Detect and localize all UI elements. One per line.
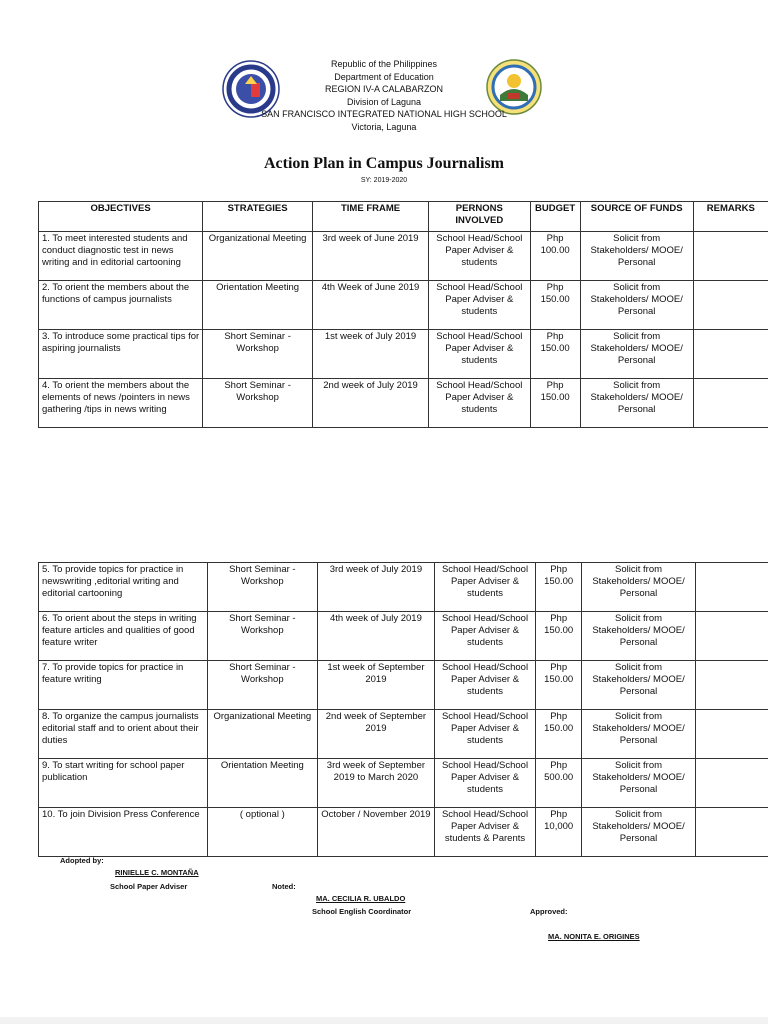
time-frame-cell: 2nd week of September 2019 xyxy=(317,710,434,759)
funds-cell: Solicit from Stakeholders/ MOOE/ Personal xyxy=(582,710,696,759)
funds-cell: Solicit from Stakeholders/ MOOE/ Personal xyxy=(582,612,696,661)
table-row xyxy=(39,281,768,330)
objective-cell: 4. To orient the members about the elements of news /pointers in news gathering /tips in news writing xyxy=(39,379,203,428)
persons-cell: School Head/School Paper Adviser & students & Parents xyxy=(434,808,535,857)
persons-cell: School Head/School Paper Adviser & students xyxy=(434,759,535,808)
viewer-bottom-bar xyxy=(0,1017,768,1024)
remarks-cell xyxy=(693,281,768,330)
col-remarks: REMARKS xyxy=(693,202,768,232)
strategy-cell: Organizational Meeting xyxy=(207,710,317,759)
budget-cell: Php 150.00 xyxy=(536,612,582,661)
col-objectives: OBJECTIVES xyxy=(39,202,203,232)
strategy-cell: Orientation Meeting xyxy=(203,281,313,330)
table-row xyxy=(39,759,768,808)
header-department: Department of Education xyxy=(334,71,434,82)
strategy-cell: Orientation Meeting xyxy=(207,759,317,808)
persons-cell: School Head/School Paper Adviser & students xyxy=(429,281,530,330)
objective-cell: 5. To provide topics for practice in newswriting ,editorial writing and editorial cartooning xyxy=(39,563,208,612)
objective-cell: 2. To orient the members about the functions of campus journalists xyxy=(39,281,203,330)
time-frame-cell: 4th week of July 2019 xyxy=(317,612,434,661)
coordinator-title: School English Coordinator xyxy=(312,907,412,916)
budget-cell: Php 10,000 xyxy=(536,808,582,857)
table-row xyxy=(39,330,768,379)
persons-cell: School Head/School Paper Adviser & students xyxy=(434,563,535,612)
objective-cell: 6. To orient about the steps in writing feature articles and qualities of good feature writer xyxy=(39,612,208,661)
table-row xyxy=(39,379,768,428)
header-division: Division of Laguna xyxy=(346,96,422,107)
remarks-cell xyxy=(693,330,768,379)
funds-cell: Solicit from Stakeholders/ MOOE/ Personal xyxy=(582,759,696,808)
persons-cell: School Head/School Paper Adviser & students xyxy=(429,330,530,379)
adviser-title: School Paper Adviser xyxy=(110,882,188,891)
col-strategies: STRATEGIES xyxy=(203,202,313,232)
persons-cell: School Head/School Paper Adviser & students xyxy=(434,661,535,710)
objective-cell: 9. To start writing for school paper publication xyxy=(39,759,208,808)
strategy-cell: Short Seminar - Workshop xyxy=(203,330,313,379)
remarks-cell xyxy=(695,563,768,612)
time-frame-cell: 3rd week of June 2019 xyxy=(313,232,429,281)
coordinator-name: MA. CECILIA R. UBALDO xyxy=(316,894,406,903)
objective-cell: 1. To meet interested students and conduct diagnostic test in news writing and in editorial cartooning xyxy=(39,232,203,281)
remarks-cell xyxy=(695,710,768,759)
remarks-cell xyxy=(695,759,768,808)
adopted-by-label: Adopted by: xyxy=(60,856,104,865)
time-frame-cell: 3rd week of July 2019 xyxy=(317,563,434,612)
remarks-cell xyxy=(695,661,768,710)
budget-cell: Php 150.00 xyxy=(536,661,582,710)
col-source-of-funds: SOURCE OF FUNDS xyxy=(580,202,693,232)
header-country: Republic of the Philippines xyxy=(330,59,438,69)
table-row xyxy=(39,661,768,710)
persons-cell: School Head/School Paper Adviser & students xyxy=(434,612,535,661)
objective-cell: 3. To introduce some practical tips for aspiring journalists xyxy=(39,330,203,379)
remarks-cell xyxy=(693,232,768,281)
noted-label: Noted: xyxy=(272,882,296,891)
funds-cell: Solicit from Stakeholders/ MOOE/ Personal xyxy=(582,808,696,857)
budget-cell: Php 500.00 xyxy=(536,759,582,808)
time-frame-cell: 2nd week of July 2019 xyxy=(313,379,429,428)
strategy-cell: Organizational Meeting xyxy=(203,232,313,281)
remarks-cell xyxy=(695,808,768,857)
funds-cell: Solicit from Stakeholders/ MOOE/ Personal xyxy=(582,661,696,710)
budget-cell: Php 150.00 xyxy=(536,563,582,612)
time-frame-cell: 4th Week of June 2019 xyxy=(313,281,429,330)
strategy-cell: Short Seminar - Workshop xyxy=(207,661,317,710)
col-budget: BUDGET xyxy=(530,202,580,232)
approved-label: Approved: xyxy=(530,907,568,916)
budget-cell: Php 100.00 xyxy=(530,232,580,281)
strategy-cell: ( optional ) xyxy=(207,808,317,857)
objective-cell: 10. To join Division Press Conference xyxy=(39,808,208,857)
approver-name: MA. NONITA E. ORIGINES xyxy=(548,932,640,941)
header-school: SAN FRANCISCO INTEGRATED NATIONAL HIGH SCHOOL xyxy=(261,109,507,119)
budget-cell: Php 150.00 xyxy=(530,281,580,330)
strategy-cell: Short Seminar - Workshop xyxy=(207,612,317,661)
time-frame-cell: 1st week of September 2019 xyxy=(317,661,434,710)
persons-cell: School Head/School Paper Adviser & students xyxy=(434,710,535,759)
time-frame-cell: October / November 2019 xyxy=(317,808,434,857)
action-plan-table-2 xyxy=(38,562,768,857)
table-row xyxy=(39,563,768,612)
table-row xyxy=(39,808,768,857)
document-title: Action Plan in Campus Journalism xyxy=(263,155,505,172)
remarks-cell xyxy=(693,379,768,428)
budget-cell: Php 150.00 xyxy=(530,379,580,428)
funds-cell: Solicit from Stakeholders/ MOOE/ Personal xyxy=(580,281,693,330)
table-header-row xyxy=(39,202,768,232)
school-year: SY: 2019-2020 xyxy=(360,177,408,184)
adviser-name: RINIELLE C. MONTAÑA xyxy=(115,868,199,877)
persons-cell: School Head/School Paper Adviser & students xyxy=(429,232,530,281)
document-header xyxy=(0,58,768,133)
header-region: REGION IV-A CALABARZON xyxy=(324,84,444,94)
strategy-cell: Short Seminar - Workshop xyxy=(207,563,317,612)
objective-cell: 8. To organize the campus journalists editorial staff and to orient about their duties xyxy=(39,710,208,759)
remarks-cell xyxy=(695,612,768,661)
funds-cell: Solicit from Stakeholders/ MOOE/ Personal xyxy=(580,330,693,379)
budget-cell: Php 150.00 xyxy=(530,330,580,379)
time-frame-cell: 1st week of July 2019 xyxy=(313,330,429,379)
table-row xyxy=(39,710,768,759)
col-time-frame: TIME FRAME xyxy=(313,202,429,232)
table-row xyxy=(39,232,768,281)
action-plan-table-1 xyxy=(38,201,768,428)
strategy-cell: Short Seminar - Workshop xyxy=(203,379,313,428)
funds-cell: Solicit from Stakeholders/ MOOE/ Personal xyxy=(580,379,693,428)
funds-cell: Solicit from Stakeholders/ MOOE/ Personal xyxy=(580,232,693,281)
persons-cell: School Head/School Paper Adviser & students xyxy=(429,379,530,428)
objective-cell: 7. To provide topics for practice in feature writing xyxy=(39,661,208,710)
table-row xyxy=(39,612,768,661)
col-persons-involved: PERNONS INVOLVED xyxy=(429,202,530,232)
funds-cell: Solicit from Stakeholders/ MOOE/ Personal xyxy=(582,563,696,612)
time-frame-cell: 3rd week of September 2019 to March 2020 xyxy=(317,759,434,808)
budget-cell: Php 150.00 xyxy=(536,710,582,759)
header-location: Victoria, Laguna xyxy=(351,121,417,132)
